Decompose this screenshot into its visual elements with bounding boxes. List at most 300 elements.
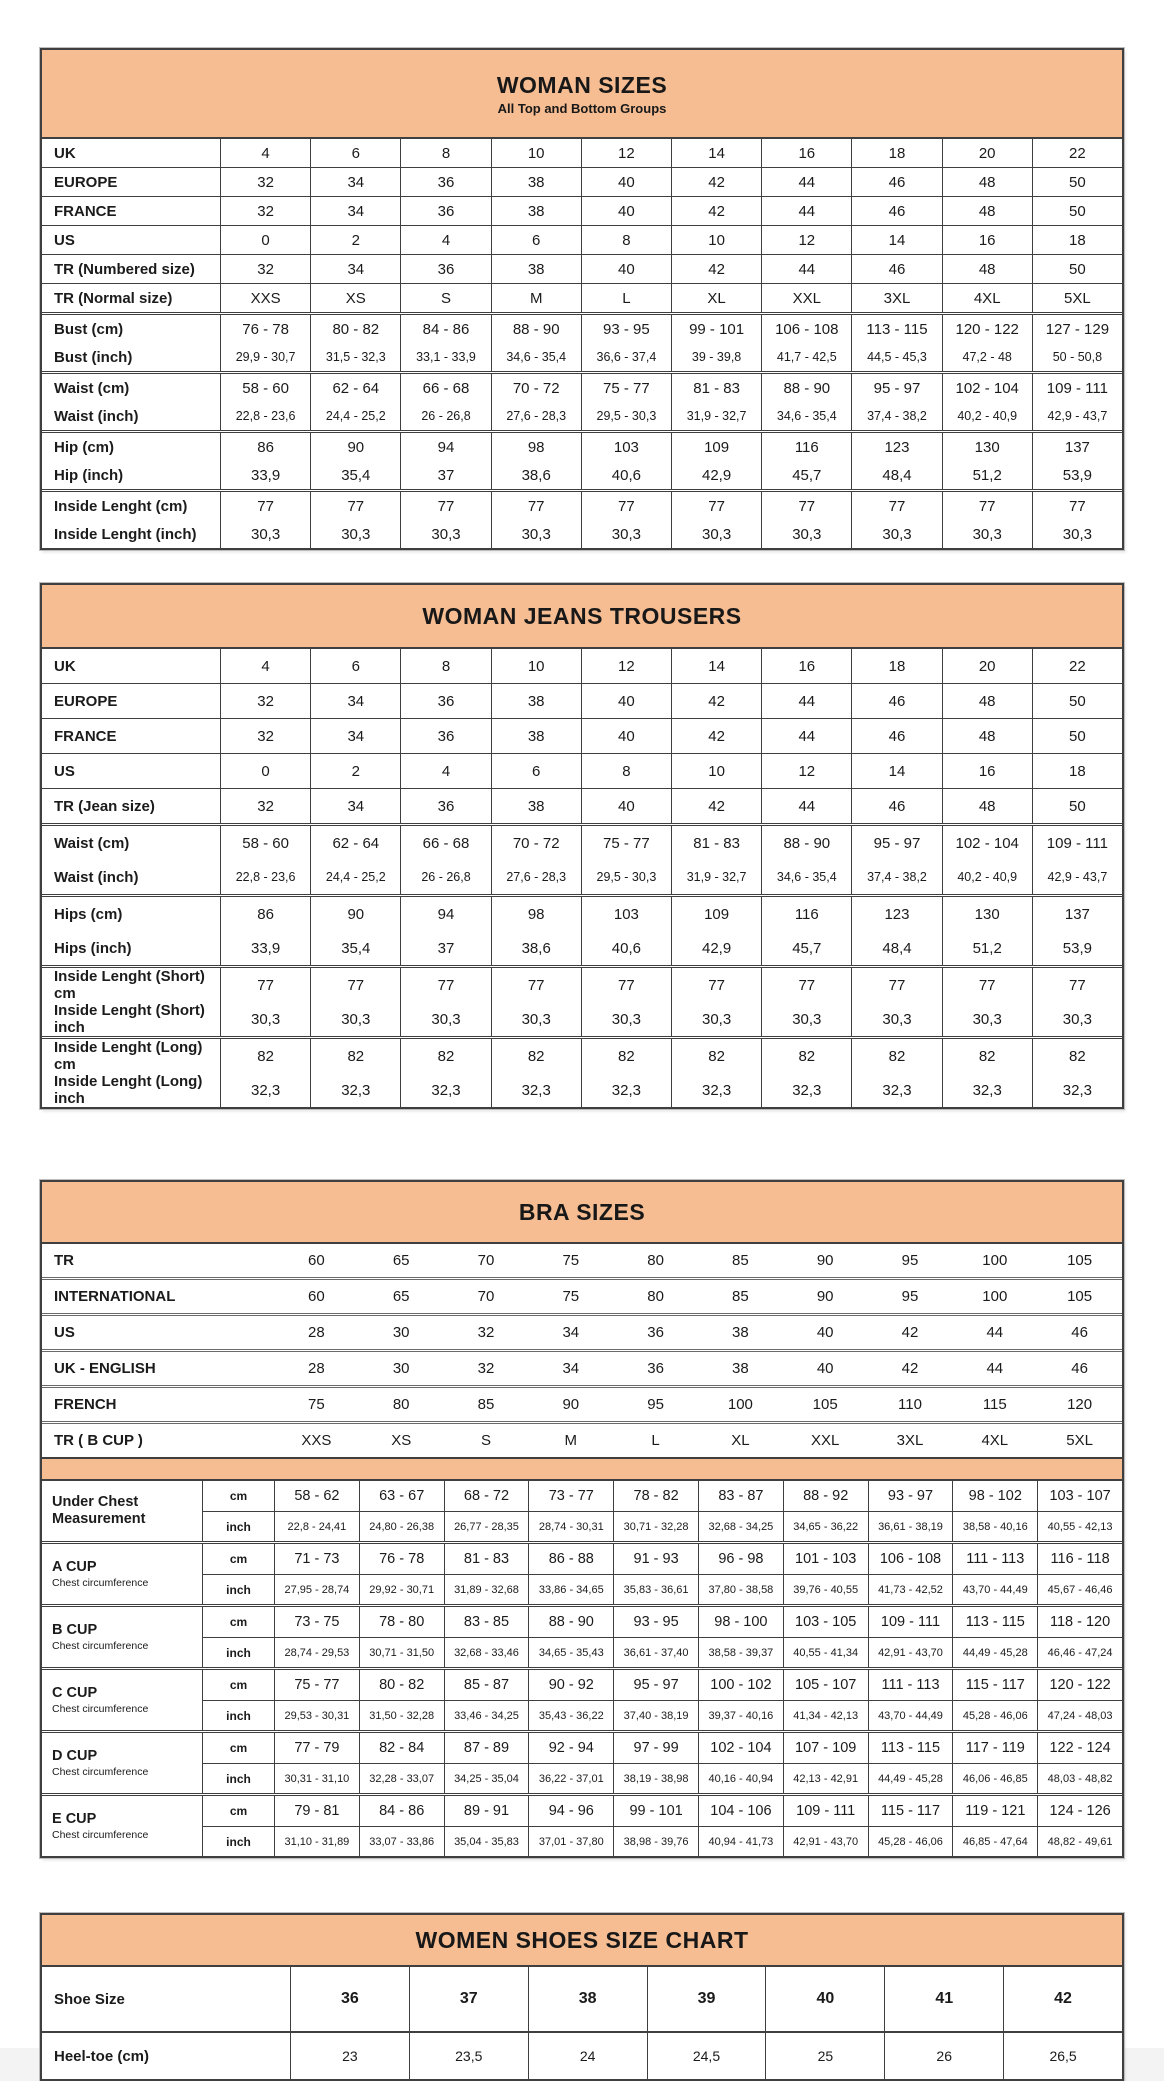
cell-value: 44: [986, 1360, 1004, 1377]
cell-value: 97 - 99: [613, 1733, 698, 1763]
row-label: UK: [54, 657, 76, 675]
cell-value: 30: [392, 1360, 410, 1377]
woman-sizes-title: WOMAN SIZES: [496, 71, 668, 98]
table-row: [42, 430, 1122, 461]
row-label: Inside Lenght (cm): [54, 497, 188, 515]
cell-value: 48,4: [851, 461, 941, 489]
cell-value: 88 - 90: [761, 826, 851, 860]
cell-value: 109 - 111: [783, 1796, 868, 1826]
unit-label-inch: inch: [202, 1700, 274, 1730]
cell-value: 26: [884, 2033, 1003, 2079]
cell-value: 30,3: [671, 520, 761, 548]
woman-jeans-title: WOMAN JEANS TROUSERS: [422, 602, 742, 629]
cell-value: 39 - 39,8: [671, 343, 761, 371]
cell-value: 10: [491, 649, 581, 683]
row-label: Inside Lenght (Short) cm: [54, 968, 205, 1002]
cell-value: S: [480, 1432, 491, 1449]
cell-value: 10: [491, 139, 581, 167]
cell-value: 99 - 101: [671, 315, 761, 343]
cell-value: 103 - 107: [1037, 1481, 1122, 1511]
woman-sizes-body: [42, 139, 1122, 548]
cell-value: 103 - 105: [783, 1607, 868, 1637]
cell-value: 36,6 - 37,4: [581, 343, 671, 371]
cell-value: 30,31 - 31,10: [274, 1763, 359, 1793]
cell-value: 102 - 104: [698, 1733, 783, 1763]
cell-value: 103: [581, 897, 671, 931]
cell-value: 50: [1032, 684, 1122, 718]
cell-value: 44: [761, 197, 851, 225]
cell-value: 31,89 - 32,68: [444, 1574, 529, 1604]
cell-value: 37: [409, 1967, 528, 2031]
woman-jeans-body: [42, 649, 1122, 1107]
cell-value: 34: [310, 684, 400, 718]
cell-value: 12: [761, 754, 851, 788]
cell-value: 41,7 - 42,5: [761, 343, 851, 371]
cell-value: 4: [400, 754, 490, 788]
cell-value: 14: [671, 139, 761, 167]
cell-value: 53,9: [1032, 461, 1122, 489]
cell-value: 30,3: [761, 1002, 851, 1036]
cell-value: 109 - 111: [1032, 826, 1122, 860]
cell-value: 30,71 - 31,50: [359, 1637, 444, 1667]
cell-value: 42: [671, 719, 761, 753]
cell-value: 105: [1067, 1252, 1093, 1269]
cell-value: 51,2: [942, 461, 1032, 489]
shoes-row: [42, 2031, 1122, 2079]
cell-value: 86 - 88: [528, 1544, 613, 1574]
cell-value: 34,65 - 35,43: [528, 1637, 613, 1667]
cell-value: 94: [400, 433, 490, 461]
cell-value: 0: [220, 226, 310, 254]
cell-value: 71 - 73: [274, 1544, 359, 1574]
cell-value: 45,67 - 46,46: [1037, 1574, 1122, 1604]
cell-value: 41,34 - 42,13: [783, 1700, 868, 1730]
table-row: [42, 753, 1122, 788]
cup-label-main: C CUP: [52, 1685, 98, 1701]
cell-value: 43,70 - 44,49: [868, 1700, 953, 1730]
women-shoes-title: WOMEN SHOES SIZE CHART: [415, 1926, 749, 1953]
row-label: EUROPE: [54, 173, 118, 191]
cell-value: 77: [671, 968, 761, 1002]
cell-value: 102 - 104: [942, 374, 1032, 402]
table-row: [42, 402, 1122, 430]
cup-label: [42, 1796, 202, 1856]
cell-value: 75 - 77: [274, 1670, 359, 1700]
cell-value: 38: [491, 719, 581, 753]
cell-value: 18: [851, 139, 941, 167]
cell-value: 45,7: [761, 931, 851, 965]
cell-value: 30,3: [761, 520, 851, 548]
cell-value: 65: [392, 1288, 410, 1305]
cell-value: 18: [1032, 754, 1122, 788]
cell-value: 84 - 86: [400, 315, 490, 343]
cell-value: 98: [491, 897, 581, 931]
table-row: [42, 225, 1122, 254]
unit-label-inch: inch: [202, 1511, 274, 1541]
cell-value: 93 - 95: [613, 1607, 698, 1637]
cell-value: 36: [647, 1324, 664, 1341]
cell-value: 32,3: [671, 1073, 761, 1107]
cell-value: 77: [400, 492, 490, 520]
cell-value: 109 - 111: [868, 1607, 953, 1637]
cell-value: 42,9 - 43,7: [1032, 402, 1122, 430]
unit-label-inch: inch: [202, 1763, 274, 1793]
cell-value: 40,2 - 40,9: [942, 860, 1032, 894]
cell-value: 88 - 90: [761, 374, 851, 402]
cell-value: 90 - 92: [528, 1670, 613, 1700]
cell-value: XS: [310, 284, 400, 312]
unit-label-inch: inch: [202, 1574, 274, 1604]
cell-value: 78 - 80: [359, 1607, 444, 1637]
cell-value: 34: [310, 168, 400, 196]
cell-value: 75 - 77: [581, 374, 671, 402]
cell-value: 34: [310, 255, 400, 283]
cell-value: 35,4: [310, 461, 400, 489]
cell-value: 32,3: [310, 1073, 400, 1107]
cell-value: 34,6 - 35,4: [761, 860, 851, 894]
cell-value: XL: [671, 284, 761, 312]
cell-value: 45,28 - 46,06: [868, 1826, 953, 1856]
table-row: [42, 931, 1122, 965]
cell-value: 90: [816, 1288, 834, 1305]
cup-label-sub: Chest circumference: [52, 1640, 149, 1652]
cell-value: 95 - 97: [851, 826, 941, 860]
cell-value: 70 - 72: [491, 374, 581, 402]
cell-value: 5XL: [1032, 284, 1122, 312]
cell-value: L: [651, 1432, 660, 1449]
cell-value: 36: [400, 168, 490, 196]
cell-value: 77: [1032, 968, 1122, 1002]
cell-value: 40: [581, 684, 671, 718]
cell-value: 42,91 - 43,70: [783, 1826, 868, 1856]
cup-label-main: D CUP: [52, 1748, 98, 1764]
cell-value: 12: [761, 226, 851, 254]
cup-label-sub: Chest circumference: [52, 1766, 149, 1778]
cell-value: 77: [491, 492, 581, 520]
cell-value: 36: [400, 719, 490, 753]
cell-value: 42: [1003, 1967, 1122, 2031]
cell-value: 95: [647, 1396, 664, 1413]
cell-value: 83 - 87: [698, 1481, 783, 1511]
table-row: [42, 139, 1122, 167]
row-label: US: [54, 1324, 75, 1341]
cell-value: 34: [562, 1324, 580, 1341]
unit-label-cm: cm: [202, 1670, 274, 1700]
cell-value: 32,68 - 34,25: [698, 1511, 783, 1541]
cell-value: 83 - 85: [444, 1607, 529, 1637]
table-row: [42, 823, 1122, 860]
cell-value: 46: [851, 719, 941, 753]
cell-value: 41: [884, 1967, 1003, 2031]
cell-value: 32: [220, 789, 310, 823]
cell-value: 22: [1032, 649, 1122, 683]
cup-label: [42, 1733, 202, 1793]
cell-value: 42,9: [671, 931, 761, 965]
cell-value: 10: [671, 226, 761, 254]
cell-value: 40: [581, 789, 671, 823]
cell-value: 82: [761, 1039, 851, 1073]
cell-value: 79 - 81: [274, 1796, 359, 1826]
cell-value: 77: [942, 492, 1032, 520]
cell-value: 75: [562, 1288, 580, 1305]
cell-value: 62 - 64: [310, 374, 400, 402]
cell-value: 38,6: [491, 931, 581, 965]
cell-value: 30,3: [942, 1002, 1032, 1036]
cell-value: 46: [851, 168, 941, 196]
table-row: [42, 283, 1122, 312]
cell-value: 65: [392, 1252, 410, 1269]
row-label: UK: [54, 144, 76, 162]
cup-label-sub: Chest circumference: [52, 1703, 149, 1715]
cell-value: 14: [671, 649, 761, 683]
cup-label-sub: Chest circumference: [52, 1829, 149, 1841]
cell-value: 77: [400, 968, 490, 1002]
cell-value: 38: [491, 197, 581, 225]
cell-value: 46: [1071, 1324, 1088, 1341]
cell-value: 27,95 - 28,74: [274, 1574, 359, 1604]
cell-value: 36: [290, 1967, 409, 2031]
cell-value: 37: [400, 461, 490, 489]
cup-label: [42, 1544, 202, 1604]
unit-label-cm: cm: [202, 1607, 274, 1637]
cell-value: 36: [400, 684, 490, 718]
cell-value: 38: [732, 1324, 749, 1341]
cell-value: 46,85 - 47,64: [952, 1826, 1037, 1856]
cell-value: 29,5 - 30,3: [581, 860, 671, 894]
bra-sizes-title: BRA SIZES: [518, 1198, 646, 1225]
cell-value: 31,5 - 32,3: [310, 343, 400, 371]
bra-cup-group: [42, 1481, 1122, 1541]
row-label: Waist (cm): [54, 834, 130, 852]
cup-label-main: A CUP: [52, 1559, 97, 1575]
cell-value: 62 - 64: [310, 826, 400, 860]
cell-value: 77: [581, 492, 671, 520]
cell-value: 34: [310, 719, 400, 753]
cell-value: 73 - 77: [528, 1481, 613, 1511]
bra-section-divider: [42, 1457, 1122, 1481]
cell-value: 120: [1067, 1396, 1093, 1413]
table-row: [42, 718, 1122, 753]
table-row: [42, 649, 1122, 683]
cell-value: 107 - 109: [783, 1733, 868, 1763]
cell-value: 120 - 122: [1037, 1670, 1122, 1700]
cell-value: 42: [901, 1360, 919, 1377]
cell-value: 32,3: [761, 1073, 851, 1107]
row-label: Waist (inch): [54, 407, 139, 425]
row-label: US: [54, 762, 75, 780]
cell-value: 70: [477, 1288, 495, 1305]
cell-value: 42: [671, 789, 761, 823]
table-row: [42, 1002, 1122, 1036]
cell-value: 96 - 98: [698, 1544, 783, 1574]
cell-value: 40: [581, 255, 671, 283]
cell-value: 44: [761, 684, 851, 718]
cell-value: XXS: [301, 1432, 332, 1449]
cell-value: 80: [647, 1252, 664, 1269]
cell-value: 34,6 - 35,4: [491, 343, 581, 371]
woman-sizes-header: [42, 50, 1122, 139]
cell-value: 35,4: [310, 931, 400, 965]
bra-band-row: [42, 1244, 1122, 1277]
cell-value: 32,3: [400, 1073, 490, 1107]
cell-value: 38,98 - 39,76: [613, 1826, 698, 1856]
cell-value: 34: [310, 197, 400, 225]
cell-value: 40: [581, 197, 671, 225]
cell-value: 58 - 60: [220, 826, 310, 860]
cell-value: 29,9 - 30,7: [220, 343, 310, 371]
bra-sizes-header: [42, 1182, 1122, 1244]
cell-value: M: [491, 284, 581, 312]
cell-value: 48: [942, 719, 1032, 753]
cell-value: 38,6: [491, 461, 581, 489]
cell-value: 109: [671, 433, 761, 461]
cell-value: 22,8 - 23,6: [220, 860, 310, 894]
cell-value: 30,3: [851, 520, 941, 548]
cell-value: 4XL: [981, 1432, 1009, 1449]
table-row: [42, 371, 1122, 402]
cell-value: 77: [310, 492, 400, 520]
row-label: Shoe Size: [54, 1990, 125, 2008]
cell-value: 42,13 - 42,91: [783, 1763, 868, 1793]
cell-value: 123: [851, 433, 941, 461]
cell-value: 30,3: [1032, 520, 1122, 548]
cell-value: 105: [812, 1396, 838, 1413]
table-row: [42, 860, 1122, 894]
cell-value: 29,5 - 30,3: [581, 402, 671, 430]
cell-value: 76 - 78: [359, 1544, 444, 1574]
cell-value: 123: [851, 897, 941, 931]
cell-value: 88 - 90: [491, 315, 581, 343]
cell-value: 76 - 78: [220, 315, 310, 343]
women-shoes-header: [42, 1915, 1122, 1967]
cell-value: 32: [220, 197, 310, 225]
table-row: [42, 461, 1122, 489]
table-row: [42, 1036, 1122, 1073]
cell-value: 82: [1032, 1039, 1122, 1073]
cell-value: 0: [220, 754, 310, 788]
cell-value: 38: [732, 1360, 749, 1377]
cell-value: 18: [851, 649, 941, 683]
cell-value: 100 - 102: [698, 1670, 783, 1700]
unit-label-inch: inch: [202, 1637, 274, 1667]
cell-value: 36: [400, 197, 490, 225]
cell-value: 40,2 - 40,9: [942, 402, 1032, 430]
cell-value: 42,9: [671, 461, 761, 489]
table-row: [42, 343, 1122, 371]
cup-label: [42, 1607, 202, 1667]
cell-value: XXS: [220, 284, 310, 312]
cell-value: 30,3: [491, 1002, 581, 1036]
cell-value: 92 - 94: [528, 1733, 613, 1763]
cell-value: 94 - 96: [528, 1796, 613, 1826]
cell-value: 77: [220, 492, 310, 520]
cell-value: 46: [851, 255, 941, 283]
row-label: FRANCE: [54, 727, 117, 745]
cell-value: 46: [851, 789, 941, 823]
cell-value: 45,7: [761, 461, 851, 489]
cell-value: 20: [942, 139, 1032, 167]
cell-value: 33,07 - 33,86: [359, 1826, 444, 1856]
cell-value: 95 - 97: [613, 1670, 698, 1700]
cell-value: 86: [220, 897, 310, 931]
cell-value: 30,3: [851, 1002, 941, 1036]
row-label: TR ( B CUP ): [54, 1432, 143, 1449]
cell-value: 42,91 - 43,70: [868, 1637, 953, 1667]
cell-value: 39,76 - 40,55: [783, 1574, 868, 1604]
cell-value: 4: [400, 226, 490, 254]
cell-value: 23: [290, 2033, 409, 2079]
cell-value: 31,9 - 32,7: [671, 402, 761, 430]
bra-band-row: [42, 1313, 1122, 1349]
cell-value: 99 - 101: [613, 1796, 698, 1826]
cell-value: 35,83 - 36,61: [613, 1574, 698, 1604]
cell-value: 115: [982, 1396, 1007, 1413]
women-shoes-table: [40, 1913, 1124, 2081]
woman-sizes-table: [40, 48, 1124, 550]
cell-value: 51,2: [942, 931, 1032, 965]
cell-value: 90: [310, 433, 400, 461]
cell-value: 36,61 - 38,19: [868, 1511, 953, 1541]
cell-value: 33,9: [220, 931, 310, 965]
cell-value: 40: [765, 1967, 884, 2031]
cell-value: 27,6 - 28,3: [491, 402, 581, 430]
cell-value: 87 - 89: [444, 1733, 529, 1763]
cell-value: 100: [727, 1396, 753, 1413]
cell-value: 77: [942, 968, 1032, 1002]
cell-value: 46: [851, 684, 941, 718]
row-label: Waist (inch): [54, 868, 139, 886]
cell-value: 58 - 60: [220, 374, 310, 402]
cell-value: 26,5: [1003, 2033, 1122, 2079]
cell-value: 42,9 - 43,7: [1032, 860, 1122, 894]
cell-value: 42: [671, 197, 761, 225]
cell-value: 77: [220, 968, 310, 1002]
cell-value: 95 - 97: [851, 374, 941, 402]
cell-value: 93 - 97: [868, 1481, 953, 1511]
cell-value: 30,3: [671, 1002, 761, 1036]
cell-value: 38,19 - 38,98: [613, 1763, 698, 1793]
cell-value: 111 - 113: [952, 1544, 1037, 1574]
cell-value: 98 - 100: [698, 1607, 783, 1637]
cell-value: 40: [816, 1360, 834, 1377]
cell-value: 30,3: [310, 1002, 400, 1036]
cell-value: 6: [491, 754, 581, 788]
cell-value: 44: [761, 168, 851, 196]
cell-value: 113 - 115: [868, 1733, 953, 1763]
cell-value: 31,9 - 32,7: [671, 860, 761, 894]
cell-value: 82: [671, 1039, 761, 1073]
cell-value: 28: [308, 1324, 325, 1341]
cell-value: 37,4 - 38,2: [851, 402, 941, 430]
cell-value: 50: [1032, 789, 1122, 823]
cell-value: 60: [308, 1288, 325, 1305]
cell-value: 95: [901, 1288, 919, 1305]
table-row: [42, 489, 1122, 520]
cell-value: 117 - 119: [952, 1733, 1037, 1763]
cell-value: 6: [310, 649, 400, 683]
cell-value: 24,80 - 26,38: [359, 1511, 444, 1541]
cell-value: 77: [310, 968, 400, 1002]
cell-value: 116: [761, 897, 851, 931]
cell-value: 32: [220, 168, 310, 196]
cell-value: 37,4 - 38,2: [851, 860, 941, 894]
cell-value: 75: [562, 1252, 580, 1269]
cell-value: 8: [400, 139, 490, 167]
cell-value: 98 - 102: [952, 1481, 1037, 1511]
cell-value: 27,6 - 28,3: [491, 860, 581, 894]
cell-value: 44: [986, 1324, 1004, 1341]
cell-value: 38: [491, 168, 581, 196]
